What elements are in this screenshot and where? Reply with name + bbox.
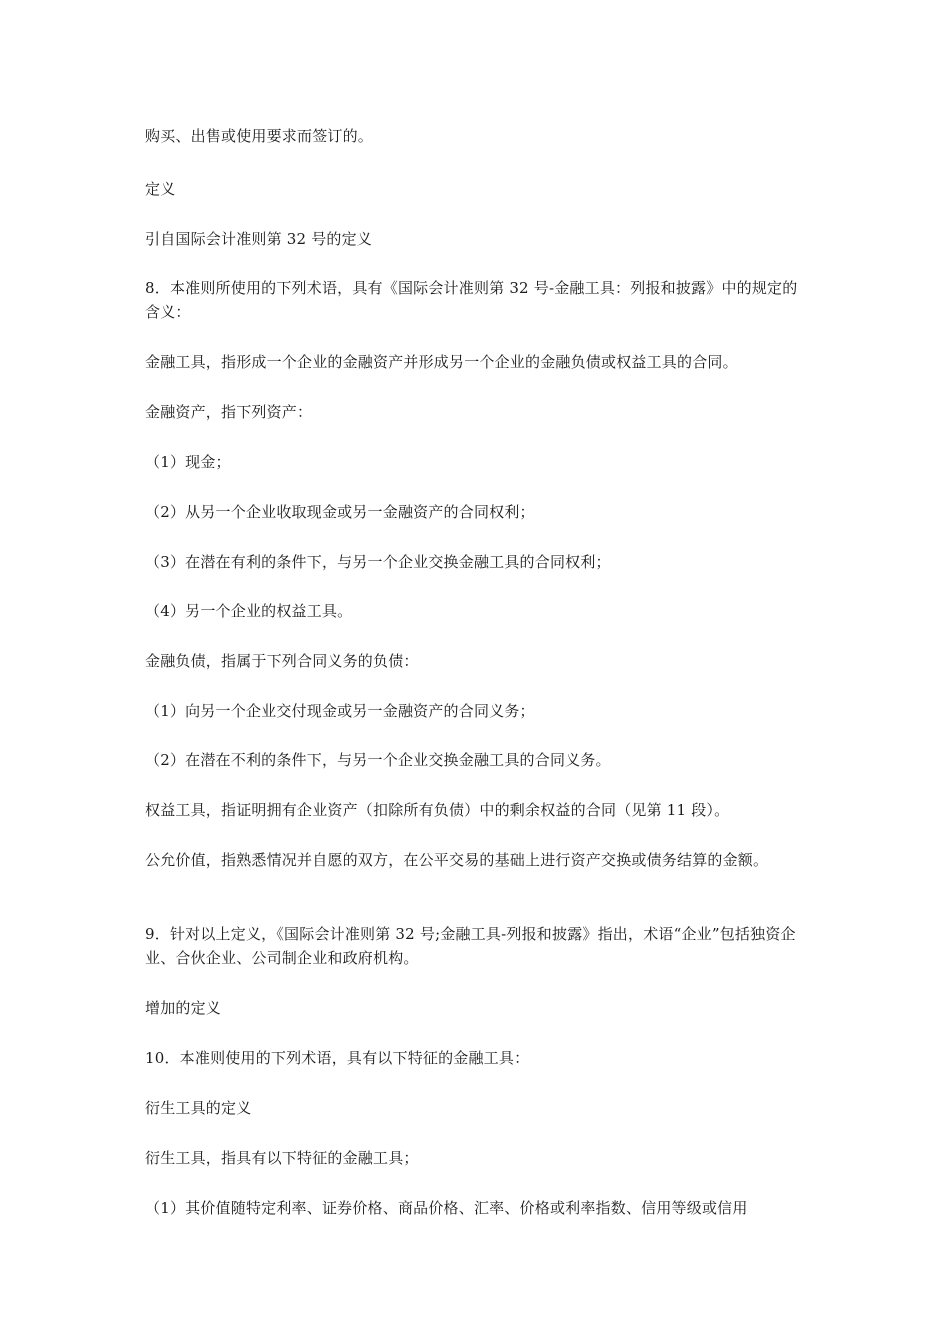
list-item: （1）向另一个企业交付现金或另一金融资产的合同义务； [145,702,535,720]
text-paragraph: 购买、出售或使用要求而签订的。 [145,127,374,145]
text-paragraph: 10．本准则使用的下列术语，具有以下特征的金融工具： [145,1049,530,1067]
section-heading: 定义 [145,180,176,198]
text-paragraph: 金融工具，指形成一个企业的金融资产并形成另一个企业的金融负债或权益工具的合同。 [145,353,738,371]
text-paragraph: 权益工具，指证明拥有企业资产（扣除所有负债）中的剩余权益的合同（见第 11 段）。 [145,801,730,819]
list-item: （2）在潜在不利的条件下，与另一个企业交换金融工具的合同义务。 [145,751,611,769]
list-item: （4）另一个企业的权益工具。 [145,602,353,620]
list-item: （3）在潜在有利的条件下，与另一个企业交换金融工具的合同权利； [145,553,611,571]
text-paragraph: 金融资产，指下列资产： [145,403,313,421]
list-item: （1）现金； [145,453,231,471]
text-paragraph: 金融负债，指属于下列合同义务的负债： [145,652,419,670]
subsection-heading: 衍生工具的定义 [145,1099,252,1117]
subsection-heading: 引自国际会计准则第 32 号的定义 [145,230,373,248]
text-paragraph: 衍生工具，指具有以下特征的金融工具； [145,1149,419,1167]
list-item: （2）从另一个企业收取现金或另一金融资产的合同权利； [145,503,535,521]
text-paragraph: 9．针对以上定义，《国际会计准则第 32 号;金融工具-列报和披露》指出，术语“企业”包括独资企业、合伙企业、公司制企业和政府机构。 [145,925,796,967]
list-item: （1）其价值随特定利率、证券价格、商品价格、汇率、价格或利率指数、信用等级或信用 [145,1199,748,1217]
text-paragraph: 公允价值，指熟悉情况并自愿的双方，在公平交易的基础上进行资产交换或债务结算的金额。 [145,851,769,869]
subsection-heading: 增加的定义 [145,999,222,1017]
text-paragraph: 8．本准则所使用的下列术语，具有《国际会计准则第 32 号-金融工具：列报和披露》中的规定的含义： [145,279,798,321]
